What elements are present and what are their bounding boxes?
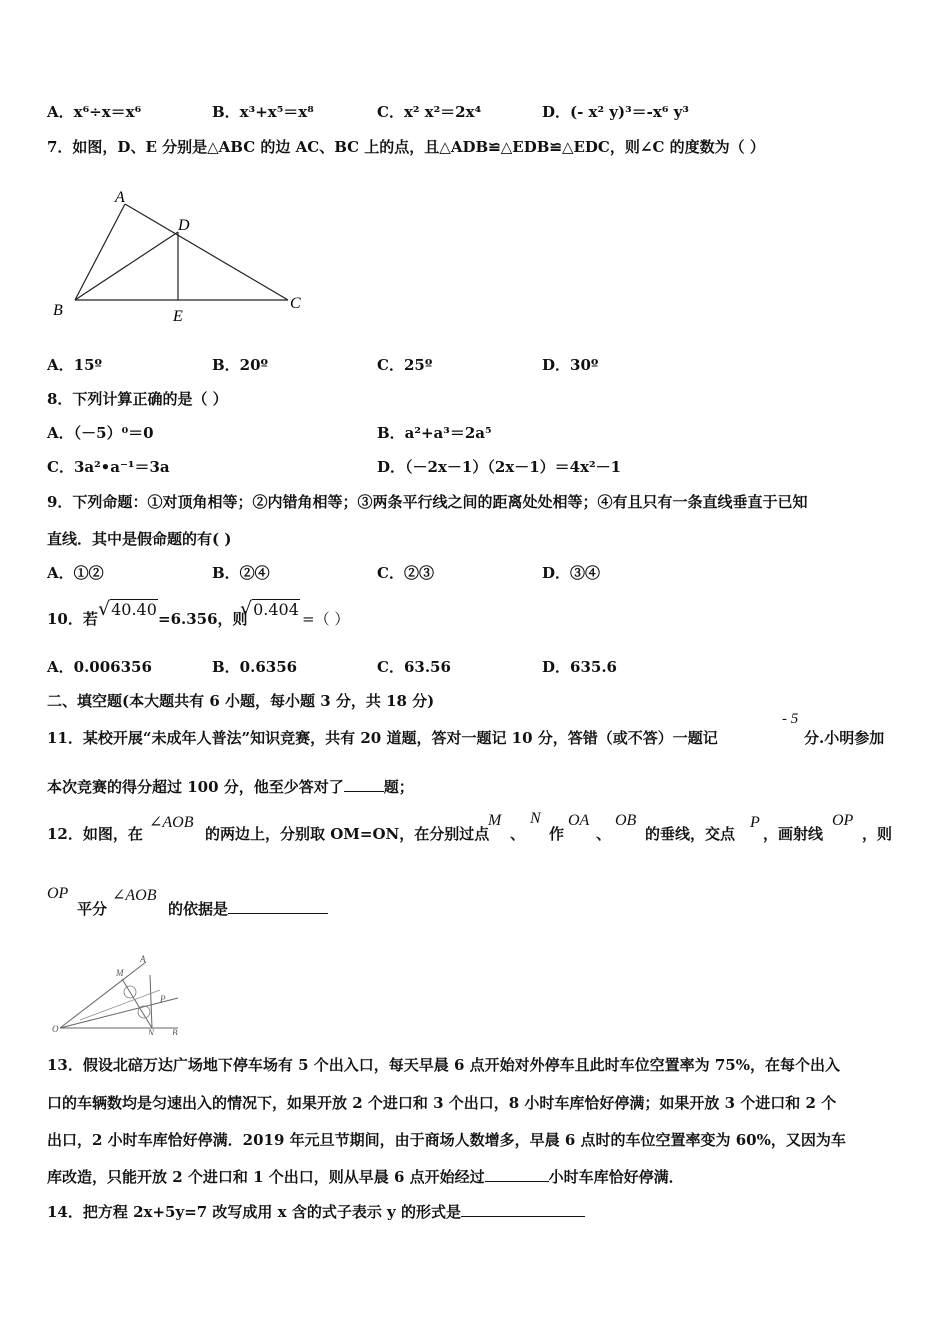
segment-bd bbox=[75, 232, 178, 300]
label-b: B bbox=[53, 302, 63, 319]
perpendicular-m bbox=[122, 979, 152, 1028]
q12-p8: 的依据是 bbox=[168, 900, 229, 918]
q9-option-a: A．①② bbox=[47, 564, 104, 582]
q8-stem: 8．下列计算正确的是（ ） bbox=[47, 390, 228, 408]
q11-line2-text: 本次竞赛的得分超过 100 分，他至少答对了 bbox=[47, 778, 344, 796]
q9-option-b: B．②④ bbox=[212, 564, 270, 582]
segment-ac bbox=[125, 204, 288, 300]
mark-circle-2 bbox=[138, 1006, 150, 1018]
q8-option-b: B．a²+a³＝2a⁵ bbox=[377, 424, 492, 442]
q10-option-a: A．0.006356 bbox=[47, 658, 152, 676]
ray-oa bbox=[60, 962, 146, 1028]
q7-option-c: C．25º bbox=[377, 356, 433, 374]
q7-stem: 7．如图，D、E 分别是△ABC 的边 AC、BC 上的点，且△ADB≌△EDB≌△EDC，则∠C 的度数为（ ） bbox=[47, 138, 765, 156]
fig-label-a: A bbox=[140, 954, 146, 964]
helper-line bbox=[80, 990, 160, 1020]
q8-option-a: A．（－5）⁰＝0 bbox=[47, 424, 154, 442]
q11-line2-end: 题； bbox=[383, 778, 414, 796]
q10-suffix: =（ ） bbox=[302, 610, 350, 628]
q10-prefix: 10．若 bbox=[47, 610, 98, 628]
q12-p3: 作 bbox=[549, 825, 565, 843]
q8-option-d: D．（－2x－1）（2x－1）＝4x²－1 bbox=[377, 458, 622, 476]
label-c: C bbox=[290, 295, 301, 312]
q10-option-b: B．0.6356 bbox=[212, 658, 298, 676]
q13-line4-end: 小时车库恰好停满． bbox=[548, 1168, 684, 1186]
q12-reason-line bbox=[168, 898, 328, 919]
q13-line1: 13．假设北碚万达广场地下停车场有 5 个出入口，每天早晨 6 点开始对外停车且此时车位空置率为 75%，在每个出入 bbox=[47, 1056, 840, 1074]
q12-answer-blank[interactable] bbox=[228, 899, 328, 914]
fig-label-m: M bbox=[116, 968, 124, 978]
q12-point-p: P bbox=[750, 814, 760, 831]
radicand-1: 40.40 bbox=[111, 600, 157, 619]
q13-line2: 口的车辆数均是匀速出入的情况下，如果开放 2 个进口和 3 个出口，8 小时车库恰好停满；如果开放 3 个进口和 2 个 bbox=[47, 1094, 837, 1112]
q10-mid: =6.356，则 bbox=[158, 610, 248, 628]
q8-option-c: C．3a²•a⁻¹＝3a bbox=[47, 458, 170, 476]
fig-label-b: B bbox=[172, 1028, 178, 1035]
q12-p4: 的垂线，交点 bbox=[645, 825, 736, 843]
q9-option-d: D．③④ bbox=[542, 564, 601, 582]
q12-ray-op-2: OP bbox=[47, 885, 69, 902]
q11-negative-five: - 5 bbox=[782, 711, 799, 727]
q12-angle-aob: ∠AOB bbox=[149, 814, 194, 831]
fig-label-p: P bbox=[160, 994, 166, 1004]
q13-line4 bbox=[47, 1166, 684, 1187]
q6-option-c: C．x² x²＝2x⁴ bbox=[377, 103, 482, 121]
q12-angle-figure bbox=[50, 950, 190, 1035]
q7-option-d: D．30º bbox=[542, 356, 599, 374]
q11-line1: 11．某校开展“未成年人普法”知识竞赛，共有 20 道题，答对一题记 10 分，答错（或不答）一题记 bbox=[47, 729, 718, 747]
q12-p1: 12．如图，在 bbox=[47, 825, 143, 843]
q6-option-b: B．x³+x⁵＝x⁸ bbox=[212, 103, 314, 121]
label-a: A bbox=[115, 189, 125, 206]
q14-answer-blank[interactable] bbox=[461, 1202, 585, 1217]
q11-line1-end: 分.小明参加 bbox=[804, 729, 885, 747]
q12-point-m: M bbox=[488, 812, 502, 829]
q13-line4-text: 库改造，只能开放 2 个进口和 1 个出口，则从早晨 6 点开始经过 bbox=[47, 1168, 485, 1186]
q7-triangle-figure bbox=[45, 182, 315, 327]
q12-p5: ，画射线 bbox=[763, 825, 824, 843]
q11-answer-blank[interactable] bbox=[344, 777, 384, 792]
q12-p2: 的两边上，分别取 OM=ON，在分别过点 bbox=[205, 825, 490, 843]
q6-option-d: D．(- x² y)³＝-x⁶ y³ bbox=[542, 103, 689, 121]
q7-option-a: A．15º bbox=[47, 356, 103, 374]
segment-ab bbox=[75, 204, 125, 300]
q14-line bbox=[47, 1201, 585, 1222]
q12-ray-op: OP bbox=[832, 812, 854, 829]
q9-line1: 9．下列命题：①对顶角相等；②内错角相等；③两条平行线之间的距离处处相等；④有且只有一条直线垂直于已知 bbox=[47, 493, 808, 511]
q11-line2 bbox=[47, 776, 414, 797]
sqrt-icon: √ bbox=[98, 598, 111, 620]
q12-p7: 平分 bbox=[77, 900, 108, 918]
sqrt-icon: √ bbox=[240, 598, 253, 620]
q12-p6: ，则 bbox=[862, 825, 893, 843]
section-2-heading: 二、填空题(本大题共有 6 小题，每小题 3 分，共 18 分) bbox=[47, 692, 435, 710]
q6-option-a: A．x⁶÷x＝x⁶ bbox=[47, 103, 142, 121]
q13-answer-blank[interactable] bbox=[485, 1167, 549, 1182]
perpendicular-n bbox=[150, 975, 152, 1028]
q12-sep2: 、 bbox=[596, 825, 612, 843]
q12-ray-oa: OA bbox=[568, 812, 590, 829]
q10-option-d: D．635.6 bbox=[542, 658, 617, 676]
q12-ray-ob: OB bbox=[615, 812, 637, 829]
q10-radical-1 bbox=[98, 598, 158, 620]
q10-radical-2 bbox=[240, 598, 300, 620]
q9-line2: 直线．其中是假命题的有( ) bbox=[47, 530, 232, 548]
q12-point-n: N bbox=[530, 810, 541, 827]
fig-label-n: N bbox=[148, 1028, 155, 1035]
q9-option-c: C．②③ bbox=[377, 564, 434, 582]
q14-text: 14．把方程 2x+5y=7 改写成用 x 含的式子表示 y 的形式是 bbox=[47, 1203, 461, 1221]
q7-option-b: B．20º bbox=[212, 356, 269, 374]
q12-sep1: 、 bbox=[510, 825, 526, 843]
q12-angle-aob-2: ∠AOB bbox=[112, 887, 157, 904]
fig-label-o: O bbox=[52, 1024, 59, 1034]
label-e: E bbox=[173, 308, 183, 325]
label-d: D bbox=[178, 217, 190, 234]
q10-option-c: C．63.56 bbox=[377, 658, 451, 676]
radicand-2: 0.404 bbox=[253, 600, 299, 619]
q13-line3: 出口，2 小时车库恰好停满．2019 年元旦节期间，由于商场人数增多，早晨 6 点时的车位空置率变为 60%，又因为车 bbox=[47, 1131, 846, 1149]
